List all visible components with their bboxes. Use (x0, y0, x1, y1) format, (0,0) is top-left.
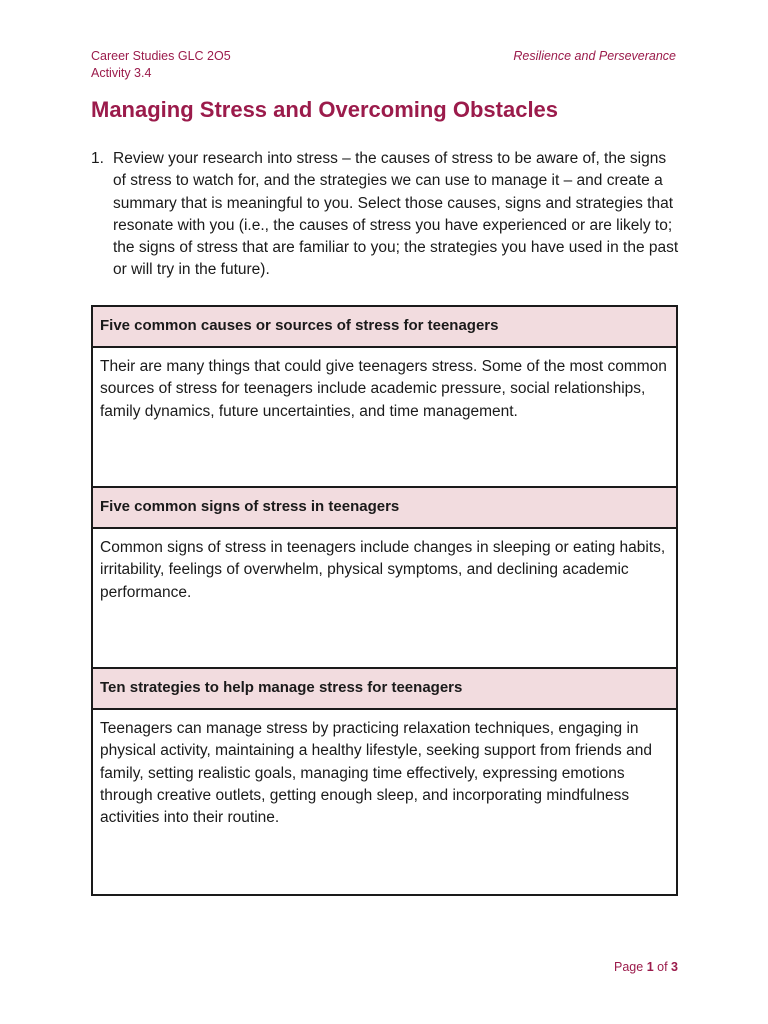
table-row (92, 347, 677, 487)
table-row (92, 709, 677, 895)
page-total: 3 (671, 960, 678, 974)
page-current: 1 (646, 960, 654, 974)
question-text: Review your research into stress – the causes of stress to be aware of, the signs of stress to watch for, and the strategies we can use to manage it – and create a summary that is meaningful to you. Select those causes, signs and strategies that resonate with you (i.e., the causes of stress you have experienced or are likely to; the signs of stress that are familiar to you; the strategies you have used in the past or will try in the future). (113, 150, 679, 279)
table-row (92, 528, 677, 668)
question-number: 1. (91, 150, 104, 167)
page-of: of (657, 960, 668, 974)
unit-title: Resilience and Perseverance (513, 49, 676, 63)
page-title: Managing Stress and Overcoming Obstacles (91, 97, 559, 122)
stress-summary-table (91, 305, 678, 896)
table-row (92, 487, 677, 528)
page-number (614, 960, 678, 974)
strategies-heading: Ten strategies to help manage stress for teenagers (92, 668, 677, 709)
activity-number: Activity 3.4 (91, 66, 152, 80)
document-header-left (91, 48, 231, 82)
causes-answer[interactable]: Their are many things that could give teenagers stress. Some of the most common sources of stress for teenagers include academic pressure, social relationships, family dynamics, future uncertainties, and time management. (92, 347, 677, 487)
table-row (92, 306, 677, 347)
causes-heading: Five common causes or sources of stress for teenagers (92, 306, 677, 347)
signs-heading: Five common signs of stress in teenagers (92, 487, 677, 528)
page-label: Page (614, 960, 644, 974)
question-1 (91, 148, 681, 282)
table-row (92, 668, 677, 709)
strategies-answer[interactable]: Teenagers can manage stress by practicing relaxation techniques, engaging in physical activity, maintaining a healthy lifestyle, seeking support from friends and family, setting realistic goals, managing time effectively, expressing emotions through creative outlets, getting enough sleep, and incorporating mindfulness activities into their routine. (92, 709, 677, 895)
signs-answer[interactable]: Common signs of stress in teenagers include changes in sleeping or eating habits, irritability, feelings of overwhelm, physical symptoms, and declining academic performance. (92, 528, 677, 668)
course-code: Career Studies GLC 2O5 (91, 49, 231, 63)
